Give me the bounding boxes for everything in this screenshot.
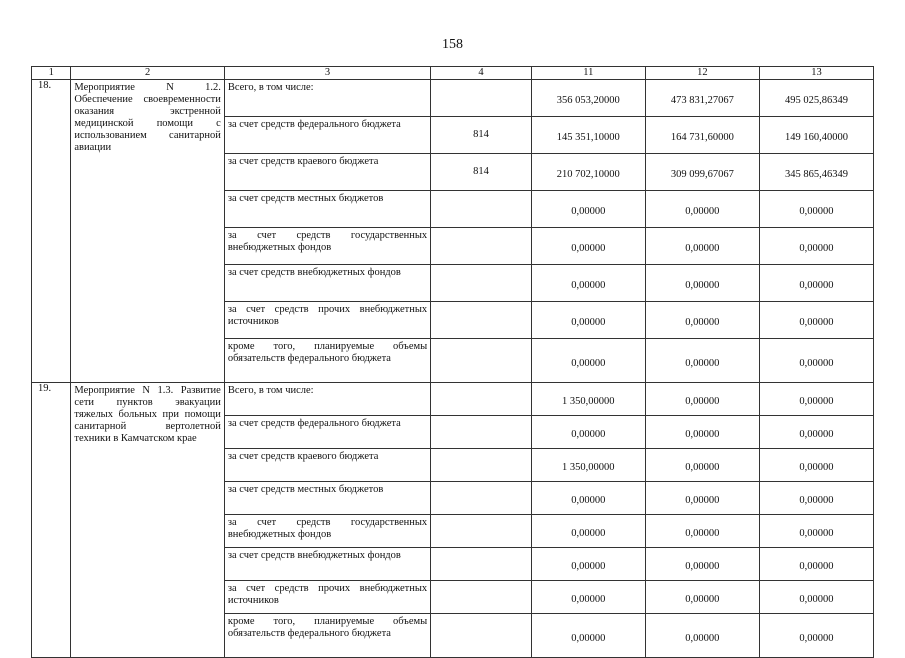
- value-cell: 0,00000: [759, 614, 873, 658]
- value-cell: 0,00000: [759, 581, 873, 614]
- code-cell: [431, 228, 532, 265]
- code-cell: [431, 383, 532, 416]
- value-cell: 0,00000: [645, 449, 759, 482]
- funding-source: за счет средств краевого бюджета: [224, 154, 430, 191]
- funding-source: Всего, в том числе:: [224, 383, 430, 416]
- value-cell: 145 351,10000: [531, 117, 645, 154]
- value-cell: 0,00000: [531, 228, 645, 265]
- funding-source: за счет средств местных бюджетов: [224, 191, 430, 228]
- value-cell: 473 831,27067: [645, 80, 759, 117]
- code-cell: [431, 191, 532, 228]
- value-cell: 0,00000: [531, 191, 645, 228]
- funding-source: за счет средств внебюджетных фондов: [224, 265, 430, 302]
- value-cell: 149 160,40000: [759, 117, 873, 154]
- value-cell: 164 731,60000: [645, 117, 759, 154]
- funding-source: за счет средств прочих внебюджетных источников: [224, 302, 430, 339]
- value-cell: 0,00000: [759, 339, 873, 383]
- column-header: 3: [224, 67, 430, 80]
- value-cell: 495 025,86349: [759, 80, 873, 117]
- code-cell: [431, 482, 532, 515]
- table-row: [32, 80, 874, 117]
- funding-source: за счет средств федерального бюджета: [224, 117, 430, 154]
- value-cell: 345 865,46349: [759, 154, 873, 191]
- column-header: 11: [531, 67, 645, 80]
- value-cell: 0,00000: [531, 265, 645, 302]
- value-cell: 0,00000: [531, 339, 645, 383]
- value-cell: 0,00000: [531, 416, 645, 449]
- value-cell: 0,00000: [759, 191, 873, 228]
- value-cell: 210 702,10000: [531, 154, 645, 191]
- value-cell: 0,00000: [645, 339, 759, 383]
- column-header: 2: [71, 67, 224, 80]
- funding-source: за счет средств государственных внебюджетных фондов: [224, 515, 430, 548]
- funding-source: за счет средств местных бюджетов: [224, 482, 430, 515]
- funding-source: за счет средств краевого бюджета: [224, 449, 430, 482]
- value-cell: 0,00000: [645, 548, 759, 581]
- measure-name: Мероприятие N 1.2. Обеспечение своевременности оказания экстренной медицинской помощи с использованием санитарной авиации: [71, 80, 224, 383]
- value-cell: 0,00000: [759, 482, 873, 515]
- code-cell: [431, 302, 532, 339]
- value-cell: 309 099,67067: [645, 154, 759, 191]
- measure-name: Мероприятие N 1.3. Развитие сети пунктов эвакуации тяжелых больных при помощи санитарной вертолетной техники в Камчатском крае: [71, 383, 224, 658]
- code-cell: [431, 80, 532, 117]
- value-cell: 0,00000: [645, 581, 759, 614]
- value-cell: 1 350,00000: [531, 449, 645, 482]
- value-cell: 0,00000: [645, 614, 759, 658]
- code-cell: 814: [431, 117, 532, 154]
- value-cell: 0,00000: [759, 515, 873, 548]
- value-cell: 0,00000: [759, 383, 873, 416]
- code-cell: [431, 581, 532, 614]
- column-header: 13: [759, 67, 873, 80]
- value-cell: 0,00000: [759, 449, 873, 482]
- code-cell: [431, 416, 532, 449]
- code-cell: 814: [431, 154, 532, 191]
- value-cell: 0,00000: [645, 383, 759, 416]
- row-number: 19.: [32, 383, 71, 658]
- value-cell: 0,00000: [645, 302, 759, 339]
- value-cell: 0,00000: [759, 416, 873, 449]
- value-cell: 356 053,20000: [531, 80, 645, 117]
- value-cell: 0,00000: [531, 548, 645, 581]
- value-cell: 1 350,00000: [531, 383, 645, 416]
- value-cell: 0,00000: [645, 265, 759, 302]
- code-cell: [431, 515, 532, 548]
- value-cell: 0,00000: [531, 302, 645, 339]
- value-cell: 0,00000: [531, 482, 645, 515]
- code-cell: [431, 614, 532, 658]
- value-cell: 0,00000: [759, 302, 873, 339]
- funding-source: за счет средств государственных внебюджетных фондов: [224, 228, 430, 265]
- value-cell: 0,00000: [759, 265, 873, 302]
- code-cell: [431, 265, 532, 302]
- column-header: 4: [431, 67, 532, 80]
- column-header-row: [32, 67, 874, 80]
- funding-source: за счет средств прочих внебюджетных источников: [224, 581, 430, 614]
- value-cell: 0,00000: [759, 228, 873, 265]
- page-number: 158: [442, 37, 463, 52]
- column-header: 1: [32, 67, 71, 80]
- value-cell: 0,00000: [645, 191, 759, 228]
- value-cell: 0,00000: [531, 614, 645, 658]
- value-cell: 0,00000: [531, 581, 645, 614]
- funding-source: Всего, в том числе:: [224, 80, 430, 117]
- table-row: [32, 383, 874, 416]
- value-cell: 0,00000: [759, 548, 873, 581]
- value-cell: 0,00000: [645, 482, 759, 515]
- value-cell: 0,00000: [645, 515, 759, 548]
- column-header: 12: [645, 67, 759, 80]
- value-cell: 0,00000: [645, 416, 759, 449]
- code-cell: [431, 339, 532, 383]
- funding-source: кроме того, планируемые объемы обязательств федерального бюджета: [224, 339, 430, 383]
- value-cell: 0,00000: [645, 228, 759, 265]
- funding-source: за счет средств внебюджетных фондов: [224, 548, 430, 581]
- value-cell: 0,00000: [531, 515, 645, 548]
- budget-table: [31, 66, 874, 658]
- funding-source: за счет средств федерального бюджета: [224, 416, 430, 449]
- code-cell: [431, 449, 532, 482]
- funding-source: кроме того, планируемые объемы обязательств федерального бюджета: [224, 614, 430, 658]
- code-cell: [431, 548, 532, 581]
- row-number: 18.: [32, 80, 71, 383]
